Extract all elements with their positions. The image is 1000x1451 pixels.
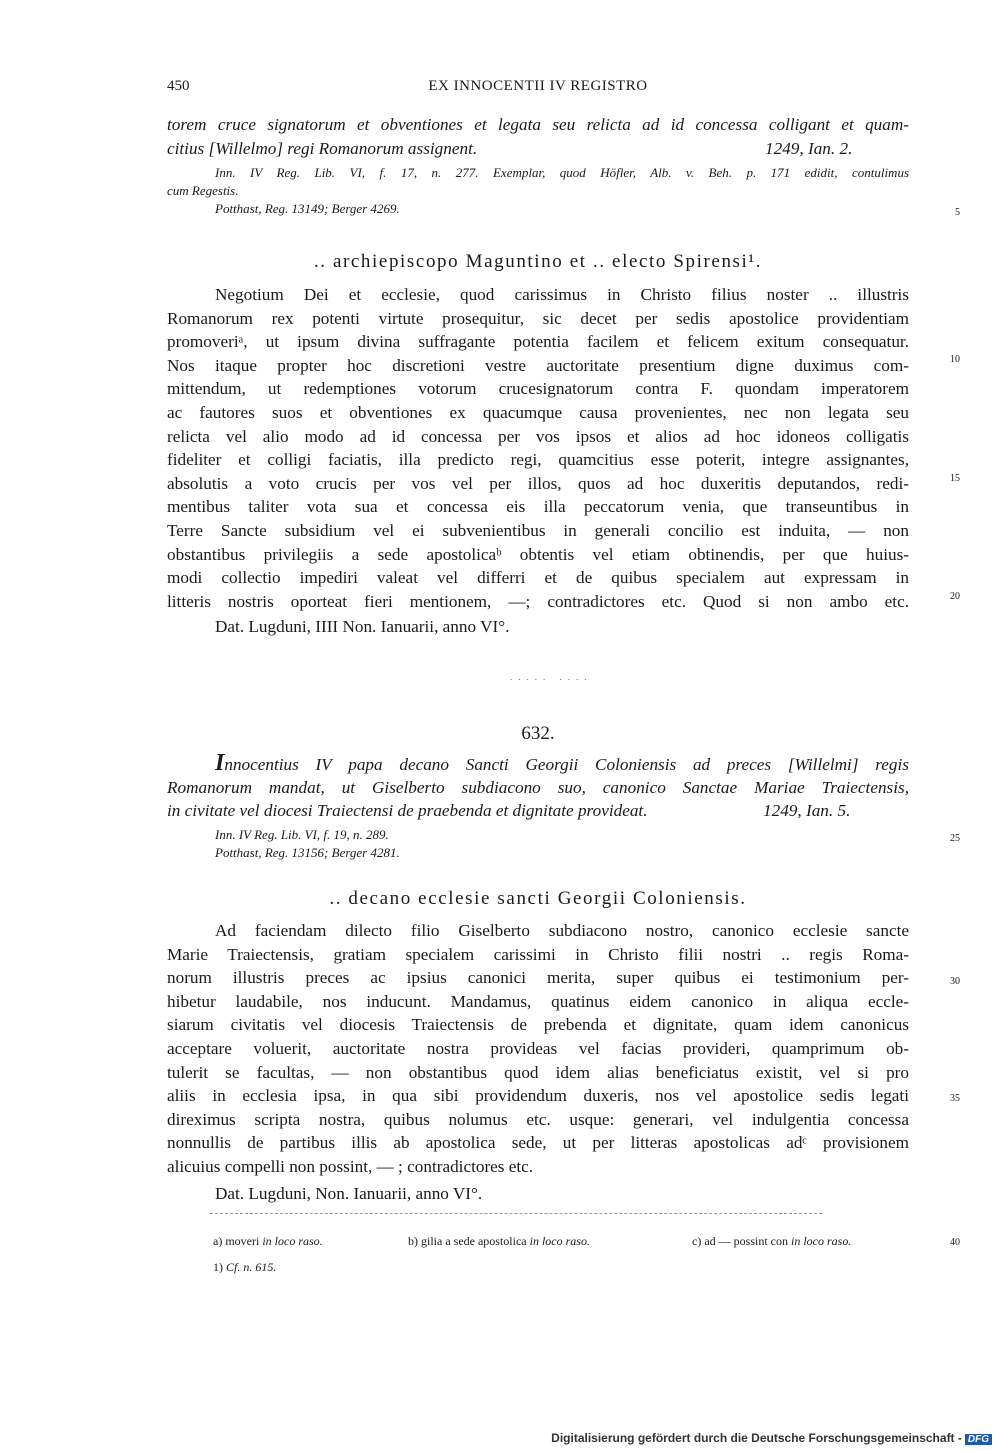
summary-line [167, 799, 909, 823]
footnote-mark: c) [692, 1234, 702, 1248]
body-line: mittendum, ut redemptiones votorum crucesignatorum contra F. quondam imperatorem [167, 379, 909, 399]
body-line: tulerit se facultas, — non obstantibus quod idem alias beneficiatus existit, vel si pro [167, 1062, 909, 1082]
summary-line: torem cruce signatorum et obventiones et legata seu relicta ad id concessa colligant et quam- [167, 115, 909, 134]
line-number: 30 [950, 976, 960, 987]
separator-dots: ..... .... [510, 672, 593, 682]
footnote-1 [213, 1260, 276, 1275]
footnote-mark: 1) [213, 1260, 223, 1274]
footnote-text: gilia a sede apostolica [421, 1234, 527, 1248]
letter-date: 1249, Ian. 2. [765, 138, 853, 158]
body-line: Romanorum rex potenti virtute prosequitur, sic decet per sedis apostolice providentiam [167, 308, 909, 328]
footnote-rule [210, 1213, 822, 1214]
summary-line-text: nnocentius IV papa decano Sancti Georgii Coloniensis ad preces [Willelmi] regis [224, 755, 909, 774]
source-line: cum Regestis. [167, 183, 239, 198]
body-line: aliis in ecclesia ipsa, in qua sibi providendum duxeris, nos vel apostolice sedis legati [167, 1086, 909, 1106]
body-line: nonnullis de partibus illis ab apostolica sede, ut per litteras apostolicas adᶜ provisionem [167, 1133, 909, 1153]
prev-letter-summary [167, 113, 909, 160]
letter-address: .. decano ecclesie sancti Georgii Coloniensis. [329, 888, 747, 909]
summary-line [167, 752, 909, 776]
body-line: norum illustris preces ac ipsius canonici merita, super quibus ei testimonium per- [167, 968, 909, 988]
references: Potthast, Reg. 13149; Berger 4269. [215, 201, 400, 216]
letter-source [167, 826, 909, 862]
footnote-note: in loco raso. [791, 1234, 852, 1248]
body-line: acceptare voluerit, auctoritate nostra provideas vel facias provideri, quamprimum ob- [167, 1038, 909, 1058]
prev-letter-body [167, 283, 909, 639]
footnote-mark: a) [213, 1234, 223, 1248]
line-number: 5 [955, 207, 960, 218]
body-line: direximus scripta nostra, quibus nolumus etc. usque: generari, vel indulgentia concessa [167, 1109, 909, 1129]
running-title: EX INNOCENTII IV REGISTRO [428, 78, 648, 94]
page-number: 450 [167, 78, 190, 94]
body-line: absolutis a voto crucis per vos vel per illos, quos ad hoc duxeritis deputandos, redi- [167, 473, 909, 493]
body-line: alicuius compelli non possint, — ; contradictores etc. [167, 1156, 534, 1176]
body-line: siarum civitatis vel diocesis Traiectensis de prebenda et dignitate, quam idem canonicus [167, 1015, 909, 1035]
footnote-text: moveri [225, 1234, 260, 1248]
line-number: 10 [950, 354, 960, 365]
dat-line: Dat. Lugduni, Non. Ianuarii, anno VI°. [215, 1183, 483, 1203]
line-number: 20 [950, 591, 960, 602]
body-line: promoveriᵃ, ut ipsum divina suffragante potentia facilem et felicem exitum consequatur. [167, 332, 909, 352]
body-line: Ad faciendam dilecto filio Giselberto subdiacono nostro, canonico ecclesie sancte [215, 921, 909, 940]
line-number: 25 [950, 833, 960, 844]
body-line: litteris nostris oporteat fieri mentionem, —; contradictores etc. Quod si non ambo etc. [167, 591, 909, 611]
letter-body [167, 919, 909, 1205]
summary-line [167, 137, 909, 161]
funder-notice [551, 1431, 992, 1445]
body-line: hibetur laudabile, nos inducunt. Mandamus, quatinus eidem canonico in aliqua eccle- [167, 991, 909, 1011]
funder-text: Digitalisierung gefördert durch die Deutsche Forschungsgemeinschaft - [551, 1431, 962, 1445]
prev-letter-source [167, 164, 909, 218]
running-header [167, 78, 909, 98]
line-number: 35 [950, 1093, 960, 1104]
footnote-a [213, 1234, 323, 1249]
footnote-text: ad — possint con [704, 1234, 788, 1248]
footnote-b [408, 1234, 590, 1249]
body-line: obstantibus privilegiis a sede apostolicaᵇ obtentis vel etiam obtinendis, per que huius- [167, 544, 909, 564]
letter-number: 632. [521, 723, 555, 744]
letter-date: 1249, Ian. 5. [763, 801, 851, 821]
body-line: ac fautores suos et obventiones ex quacumque causa provenientes, nec non legata seu [167, 402, 909, 422]
summary-line: Romanorum mandat, ut Giselberto subdiacono suo, canonico Sanctae Mariae Traiectensis, [167, 777, 909, 797]
dfg-logo: DFG [965, 1434, 992, 1445]
footnote-c [692, 1234, 851, 1249]
initial-letter: I [215, 750, 225, 776]
body-line: Marie Traiectensis, gratiam specialem carissimi in Christo filii nostri .. regis Roma- [167, 944, 909, 964]
letter-address: .. archiepiscopo Maguntino et .. electo Spirensi¹. [313, 251, 763, 272]
line-number: 15 [950, 473, 960, 484]
body-line: Nos itaque propter hoc discretioni vestre auctoritate presentium digne duximus com- [167, 355, 909, 375]
dat-line: Dat. Lugduni, IIII Non. Ianuarii, anno VI°. [215, 617, 510, 637]
body-line: fideliter et colligi faciatis, illa predicto regi, quamcitius esse poterit, integre assignantes, [167, 450, 909, 470]
source-line: Inn. IV Reg. Lib. VI, f. 19, n. 289. [215, 827, 389, 842]
letter-summary [167, 752, 909, 823]
body-line: modi collectio impediri valeat vel differri et de quibus specialem aut expressam in [167, 568, 909, 588]
body-line: Negotium Dei et ecclesie, quod carissimus in Christo filius noster .. illustris [215, 285, 909, 304]
body-line: relicta vel alio modo ad id concessa per vos ipsos et alios ad hoc idoneos colligatis [167, 426, 909, 446]
summary-line-text: citius [Willelmo] regi Romanorum assignent. [167, 138, 478, 158]
body-line: mentibus taliter vota sua et concessa eis illa peccatorum venia, que transeuntibus in [167, 497, 909, 517]
references: Potthast, Reg. 13156; Berger 4281. [215, 845, 400, 860]
line-number: 40 [950, 1237, 960, 1248]
footnote-note: in loco raso. [529, 1234, 590, 1248]
body-line: Terre Sancte subsidium vel ei subvenientibus in generali concilio est induita, — non [167, 520, 909, 540]
footnote-text: Cf. n. 615. [226, 1260, 277, 1274]
footnote-mark: b) [408, 1234, 418, 1248]
summary-line-text: in civitate vel diocesi Traiectensi de praebenda et dignitate provideat. [167, 801, 648, 821]
footnote-note: in loco raso. [262, 1234, 323, 1248]
source-line: Inn. IV Reg. Lib. VI, f. 17, n. 277. Exemplar, quod Höfler, Alb. v. Beh. p. 171 edidit, contulimus [215, 165, 909, 180]
